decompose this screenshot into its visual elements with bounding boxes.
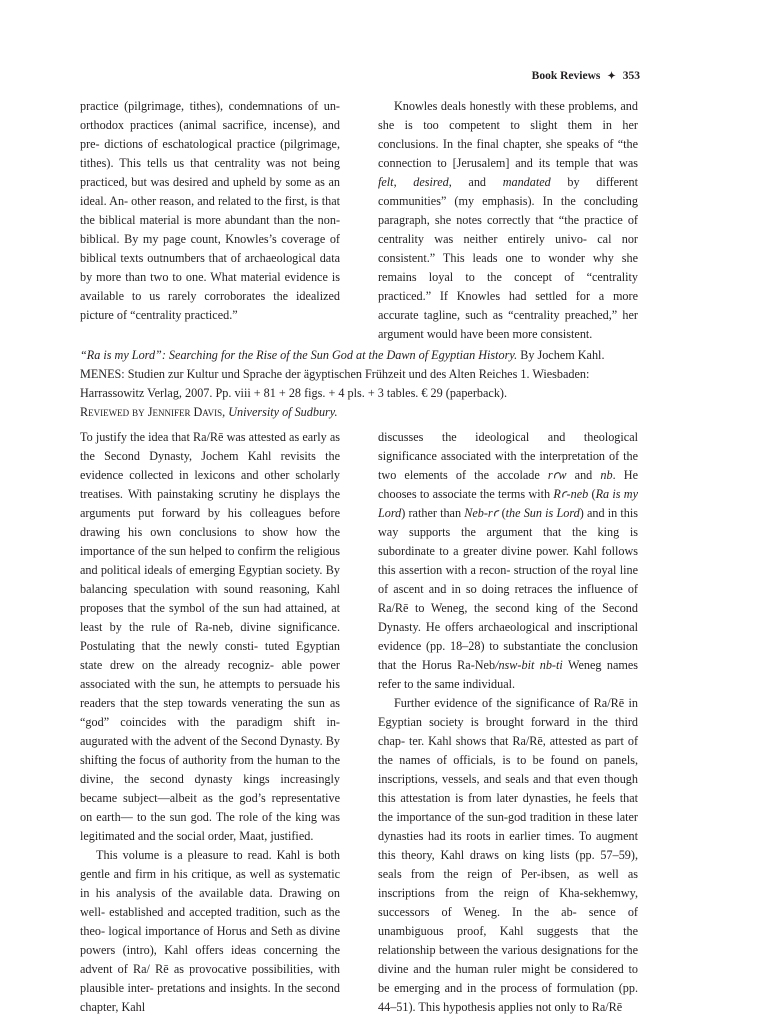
book-author: By Jochem Kahl. (517, 348, 605, 362)
paragraph: To justify the idea that Ra/Rē was attested as early as the Second Dynasty, Jochem Kahl revisits the evidence collected in lexicons and other scholarly treatises. With painstaking scrutiny he displays the arguments put forward by his colleagues before drawing his own conclusions to show how the importance of the sun helped to confirm the religious and political ideals of emerging Egyptian society. By balancing speculation with sound reasoning, Kahl proposes that the symbol of the sun had attained, at least by the rule of Ra-neb, divine significance. Postulating that the newly consti- tuted Egyptian state drew on the already recogniz- able power associated with the sun, he attempts to persuade his readers that the step towards venerating the sun as “god” coincides with the paradigm shift in- augurated with the advent of the Second Dynasty. By shifting the focus of authority from the human to the divine, the second dynasty kings increasingly became subject—albeit as the god’s representative on earth— to the sun god. The role of the king was legitimated and the social order, Maat, justified. (80, 430, 340, 843)
reviewer-name: Jennifer Davis (147, 405, 223, 419)
review-heading (80, 346, 640, 422)
review-body-column-right (378, 428, 638, 1017)
book-publication: MENES: Studien zur Kultur und Sprache der ägyptischen Frühzeit und des Alten Reiches 1. Wiesbaden: Harrassowitz Verlag, 2007. Pp. viii + 81 + 28 figs. + 4 pls. + 3 tables. € 29 (paperback). (80, 367, 590, 400)
page-number: 353 (622, 70, 640, 82)
running-header-section: Book Reviews (531, 70, 601, 82)
paragraph: practice (pilgrimage, tithes), condemnations of un- orthodox practices (animal sacrifice, incense), and pre- dictions of eschatological practice (pilgrimage, tithes). This tells us that centrality was not being practiced, but was desired and upheld by some as an ideal. An- other reason, and related to the first, is that the biblical material is more abundant than the non-biblical. By my page count, Knowles’s coverage of biblical texts outnumbers that of archaeological data by more than two to one. What material evidence is available to us rarely corroborates the idealized picture of “centrality practiced.” (80, 99, 340, 322)
reviewed-by-label: Reviewed by (80, 405, 148, 419)
running-header (532, 70, 640, 82)
review-body-column-left (80, 428, 340, 1017)
paragraph: discusses the ideological and theological significance associated with the interpretation of the two elements of the accolade rꜥw and nb. He chooses to associate the terms with Rꜥ-neb (Ra is my Lord) rather than Neb-rꜥ (the Sun is Lord) and in this way supports the argument that the king is subordinate to a greater divine power. Kahl follows this assertion with a recon- struction of the royal line of ascent and in so doing retraces the influence of Ra/Rē to Weneg, the second king of the Second Dynasty. He offers archaeological and inscriptional evidence (pp. 18–28) to substantiate the conclusion that the Horus Ra-Neb/nsw-bit nb-ti Weneg names refer to the same individual. (378, 430, 639, 691)
book-title: “Ra is my Lord”: Searching for the Rise of the Sun God at the Dawn of Egyptian History. (80, 348, 518, 362)
diamond-ornament-icon: ✦ (607, 70, 616, 82)
paragraph: Further evidence of the significance of Ra/Rē in Egyptian society is brought forward in the third chap- ter. Kahl shows that Ra/Rē, attested as part of the names of officials, is to be found on panels, inscriptions, vessels, and seals and that even though this attestation is from later dynasties, he feels that the importance of the sun-god tradition in these later dynasties had its roots in earlier times. To augment this theory, Kahl draws on king lists (pp. 57–59), seals from the reign of Per-ibsen, as well as inscriptions from the reign of Kha-sekhemwy, successors of Weneg. In the ab- sence of unambiguous proof, Kahl suggests that the relationship between the various designations for the divine and the human ruler might be considered to be emerging and in the process of formulation (pp. 44–51). This hypothesis applies not only to Ra/Rē (378, 696, 638, 1014)
reviewer-affiliation: University of Sudbury. (228, 405, 338, 419)
affiliation-separator: , (222, 405, 229, 419)
previous-review-column-right (378, 97, 638, 344)
paragraph: This volume is a pleasure to read. Kahl is both gentle and firm in his critique, as well as systematic in his analysis of the available data. Drawing on well- established and accepted tradition, such as the theo- logical importance of Horus and Seth as divine powers (intro), Kahl offers ideas concerning the advent of Ra/ Rē as provocative possibilities, with plausible inter- pretations and insights. In the second chapter, Kahl (80, 848, 340, 1014)
paragraph: Knowles deals honestly with these problems, and she is too competent to slight them in her conclusions. In the final chapter, she speaks of “the connection to [Jerusalem] and its temple that was felt, desired, and mandated by different communities” (my emphasis). In the concluding paragraph, she notes correctly that “the practice of centrality was neither entirely univo- cal nor consistent.” This leads one to wonder why she remains loyal to the concept of “centrality practiced.” If Knowles had settled for a more accurate tagline, such as “centrality preached,” her argument would have been more consistent. (378, 99, 638, 341)
previous-review-column-left (80, 97, 340, 325)
